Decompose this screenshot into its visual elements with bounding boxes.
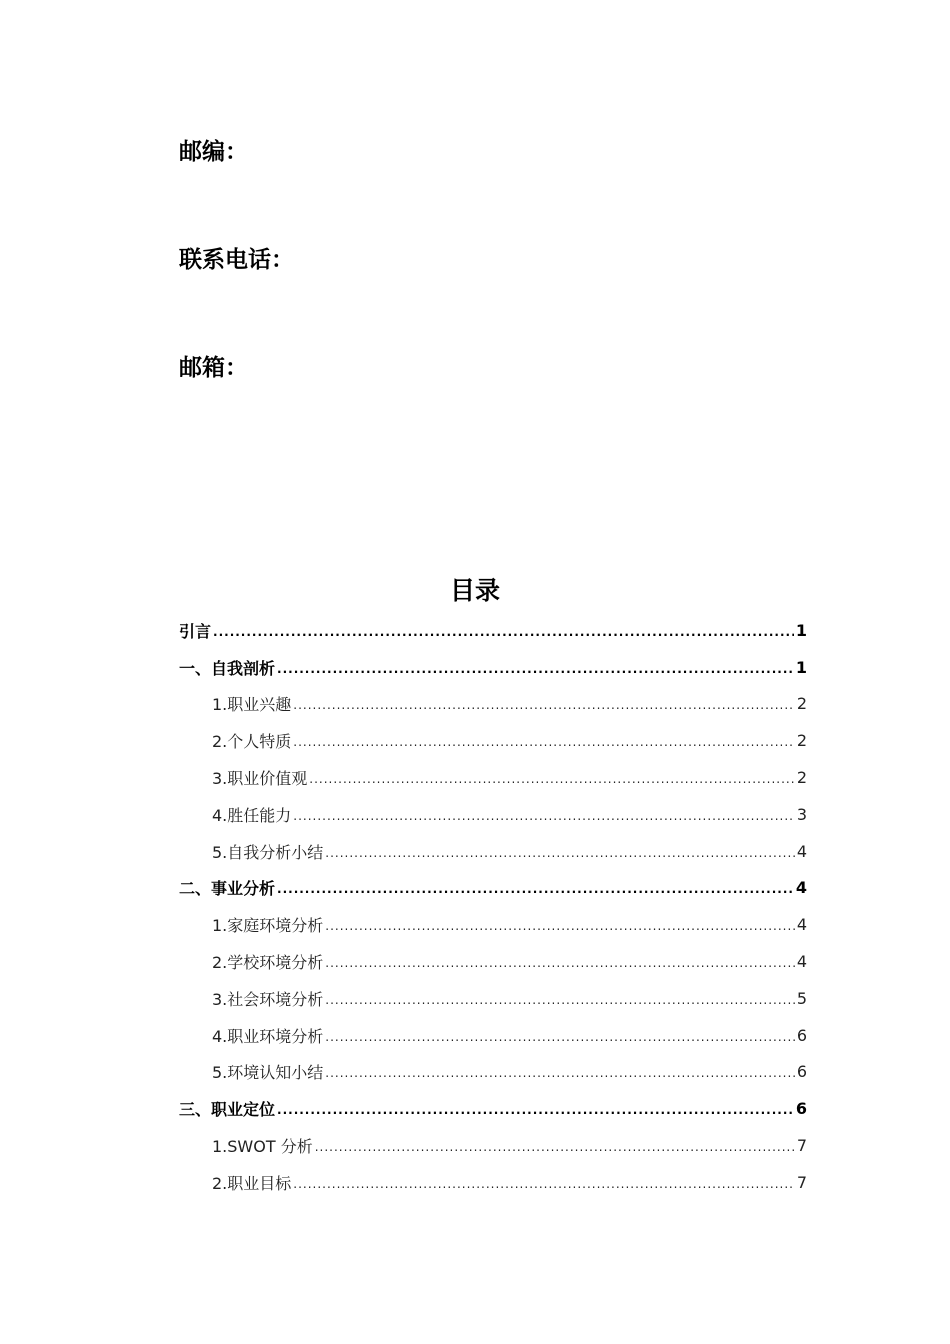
toc-entry[interactable] <box>179 1017 807 1054</box>
toc-entry-label: 三、职业定位 <box>179 1100 276 1120</box>
toc-dot-leader <box>293 1176 795 1201</box>
toc-entry[interactable] <box>179 980 807 1017</box>
toc-title: 目录 <box>449 576 500 605</box>
toc-entry-page: 7 <box>796 1172 807 1192</box>
toc-entry-page: 1 <box>795 620 807 640</box>
toc-entry-page: 2 <box>796 694 807 714</box>
toc-entry[interactable] <box>179 906 807 943</box>
toc-entry-page: 6 <box>795 1099 807 1119</box>
toc-dot-leader <box>293 734 795 759</box>
toc-dot-leader <box>277 881 794 906</box>
toc-dot-leader <box>293 808 795 833</box>
toc-entry-page: 4 <box>796 841 807 861</box>
toc-entry-page: 4 <box>796 915 807 935</box>
toc-entry-page: 4 <box>795 878 807 898</box>
toc-entry-label: 1.SWOT 分析 <box>212 1137 313 1157</box>
toc-entry-label: 一、自我剖析 <box>179 658 276 678</box>
toc-entry[interactable] <box>179 796 807 833</box>
table-of-contents <box>179 612 807 1201</box>
postcode-label: 邮编： <box>179 139 248 165</box>
toc-dot-leader <box>277 1102 794 1127</box>
toc-dot-leader <box>293 697 795 722</box>
toc-entry[interactable] <box>179 649 807 686</box>
toc-dot-leader <box>325 1065 795 1090</box>
toc-entry[interactable] <box>179 1127 807 1164</box>
toc-entry[interactable] <box>179 943 807 980</box>
toc-entry-label: 2.个人特质 <box>212 732 292 752</box>
toc-entry-label: 1.职业兴趣 <box>212 695 292 715</box>
toc-entry-page: 5 <box>796 988 807 1008</box>
toc-entry-label: 5.自我分析小结 <box>212 842 324 862</box>
toc-entry[interactable] <box>179 686 807 723</box>
toc-entry-page: 6 <box>796 1025 807 1045</box>
toc-dot-leader <box>325 1029 795 1054</box>
toc-dot-leader <box>277 661 794 686</box>
toc-dot-leader <box>213 624 794 649</box>
toc-entry[interactable] <box>179 1090 807 1127</box>
toc-entry[interactable] <box>179 612 807 649</box>
email-label: 邮箱： <box>179 355 248 381</box>
toc-entry-page: 6 <box>796 1062 807 1082</box>
toc-dot-leader <box>325 955 795 980</box>
toc-entry-label: 二、事业分析 <box>179 879 276 899</box>
toc-entry-label: 2.职业目标 <box>212 1173 292 1193</box>
toc-entry-page: 3 <box>796 804 807 824</box>
toc-entry-page: 4 <box>796 952 807 972</box>
toc-dot-leader <box>325 845 795 870</box>
toc-dot-leader <box>325 918 795 943</box>
toc-entry[interactable] <box>179 759 807 796</box>
toc-entry-page: 1 <box>795 657 807 677</box>
toc-dot-leader <box>309 771 795 796</box>
toc-entry-label: 4.职业环境分析 <box>212 1026 324 1046</box>
toc-entry[interactable] <box>179 833 807 870</box>
toc-entry-label: 3.职业价值观 <box>212 769 308 789</box>
toc-entry[interactable] <box>179 722 807 759</box>
toc-entry-label: 2.学校环境分析 <box>212 953 324 973</box>
toc-entry-label: 引言 <box>179 621 212 641</box>
toc-entry-label: 3.社会环境分析 <box>212 989 324 1009</box>
toc-entry[interactable] <box>179 1054 807 1091</box>
toc-dot-leader <box>315 1139 795 1164</box>
toc-entry-label: 1.家庭环境分析 <box>212 916 324 936</box>
toc-entry-label: 5.环境认知小结 <box>212 1063 324 1083</box>
toc-entry[interactable] <box>179 1164 807 1201</box>
phone-label: 联系电话： <box>179 247 294 273</box>
toc-entry-page: 2 <box>796 731 807 751</box>
toc-entry-page: 2 <box>796 768 807 788</box>
toc-entry-label: 4.胜任能力 <box>212 805 292 825</box>
toc-entry-page: 7 <box>796 1136 807 1156</box>
toc-dot-leader <box>325 992 795 1017</box>
toc-entry[interactable] <box>179 870 807 907</box>
